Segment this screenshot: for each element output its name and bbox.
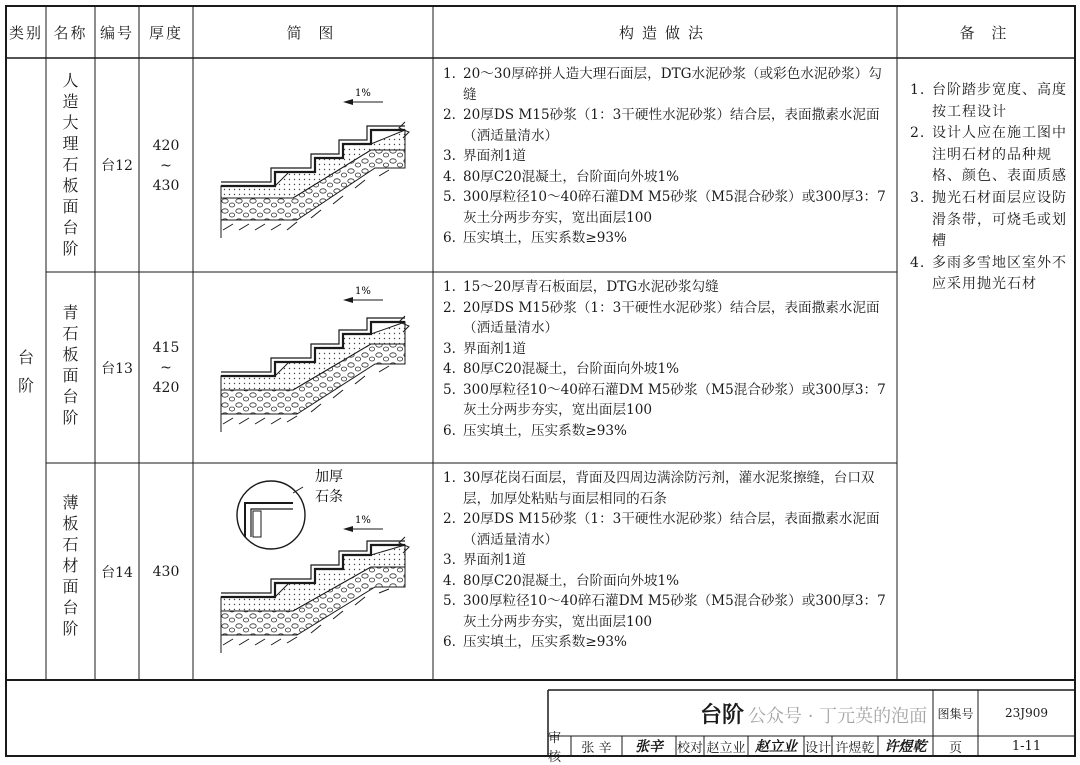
atlas-no: 23J909 — [1005, 706, 1048, 720]
watermark-text: 公众号 · 丁元英的泡面 — [748, 706, 928, 727]
remarks-list: 1. 台阶踏步宽度、高度按工程设计 2. 设计人应在施工图中注明石材的品种规格、颜色、表面质感 3. 抛光石材面层应设防滑条带，可烧毛或划槽 4. 多雨多雪地区室外不应采用抛光石材 — [910, 82, 1067, 293]
row1-code: 台12 — [101, 158, 133, 174]
header-method: 构造做法 — [618, 23, 711, 42]
row3-name: 薄 板 石 材 面 台 阶 — [62, 493, 79, 638]
row3-code: 台14 — [101, 564, 133, 581]
row2-stair-section-sketch — [193, 272, 433, 463]
header-code: 编号 — [99, 23, 134, 42]
drawing-title: 台阶 — [700, 702, 745, 728]
checker-name: 赵立业 — [706, 740, 746, 756]
row3-detail-label-1: 加厚 — [315, 469, 343, 485]
row2-name: 青 石 板 面 台 阶 — [62, 303, 79, 427]
row3-detail-label-2: 石条 — [315, 489, 343, 505]
row3-method-list: 1. 30厚花岗石面层，背面及四周边满涂防污剂，灌水泥浆擦缝，台口双层，加厚处粘贴与面层相同的石条 2. 20厚DS M15砂浆（1：3干硬性水泥砂浆）结合层，表面撒素水泥面（洒适量清水） 3. 界面剂1道 4. 80厚C20混凝土，台阶面向外坡1% 5. 300厚粒径10～40碎石灌DM M5砂浆（M5混合砂浆）或300厚3：7灰土分两步夯实，宽出面层100 6. 压实填土，压实系数≥93% — [443, 470, 886, 650]
row1-thickness: 420 ~ 430 — [152, 138, 180, 194]
row3-thickness: 430 — [152, 563, 180, 580]
reviewer-signature: 张辛 — [635, 739, 663, 755]
header-name: 名称 — [53, 23, 88, 42]
row2-code: 台13 — [101, 360, 133, 377]
header-category: 类别 — [8, 23, 43, 42]
checker-signature: 赵立业 — [755, 739, 797, 755]
check-label: 校对 — [676, 740, 703, 756]
row3-slope-label: 1% — [355, 515, 371, 526]
row1-slope-label: 1% — [355, 88, 371, 99]
design-label: 设计 — [804, 740, 831, 756]
row1-stair-section-sketch — [193, 58, 433, 272]
header-thickness: 厚度 — [148, 23, 183, 42]
designer-name: 许煜乾 — [835, 740, 875, 756]
header-sketch: 简 图 — [286, 23, 340, 42]
row3-stair-section-sketch — [193, 463, 433, 680]
reviewer-name: 张 辛 — [581, 740, 612, 756]
atlas-no-label: 图集号 — [937, 706, 974, 721]
row2-thickness: 415 ~ 420 — [152, 340, 180, 396]
review-label: 审核 — [548, 731, 562, 765]
header-remarks: 备 注 — [959, 23, 1013, 42]
page-label: 页 — [948, 740, 962, 756]
designer-signature: 许煜乾 — [884, 739, 927, 755]
row2-slope-label: 1% — [355, 286, 371, 297]
row1-name: 人 造 大 理 石 板 面 台 阶 — [62, 71, 79, 258]
row1-method-list: 1. 20～30厚碎拼人造大理石面层，DTG水泥砂浆（或彩色水泥砂浆）勾缝 2. 20厚DS M15砂浆（1：3干硬性水泥砂浆）结合层，表面撒素水泥面（洒适量清水） 3. 界面剂1道 4. 80厚C20混凝土，台阶面向外坡1% 5. 300厚粒径10～40碎石灌DM M5砂浆（M5混合砂浆）或300厚3：7灰土分两步夯实，宽出面层100 6. 压实填土，压实系数≥93% — [443, 66, 886, 246]
category-label: 台 阶 — [17, 348, 34, 395]
row2-method-list: 1. 15～20厚青石板面层，DTG水泥砂浆勾缝 2. 20厚DS M15砂浆（1：3干硬性水泥砂浆）结合层，表面撒素水泥面（洒适量清水） 3. 界面剂1道 4. 80厚C20混凝土，台阶面向外坡1% 5. 300厚粒径10～40碎石灌DM M5砂浆（M5混合砂浆）或300厚3：7灰土分两步夯实，宽出面层100 6. 压实填土，压实系数≥93% — [443, 279, 886, 439]
page-number: 1-11 — [1011, 738, 1042, 754]
